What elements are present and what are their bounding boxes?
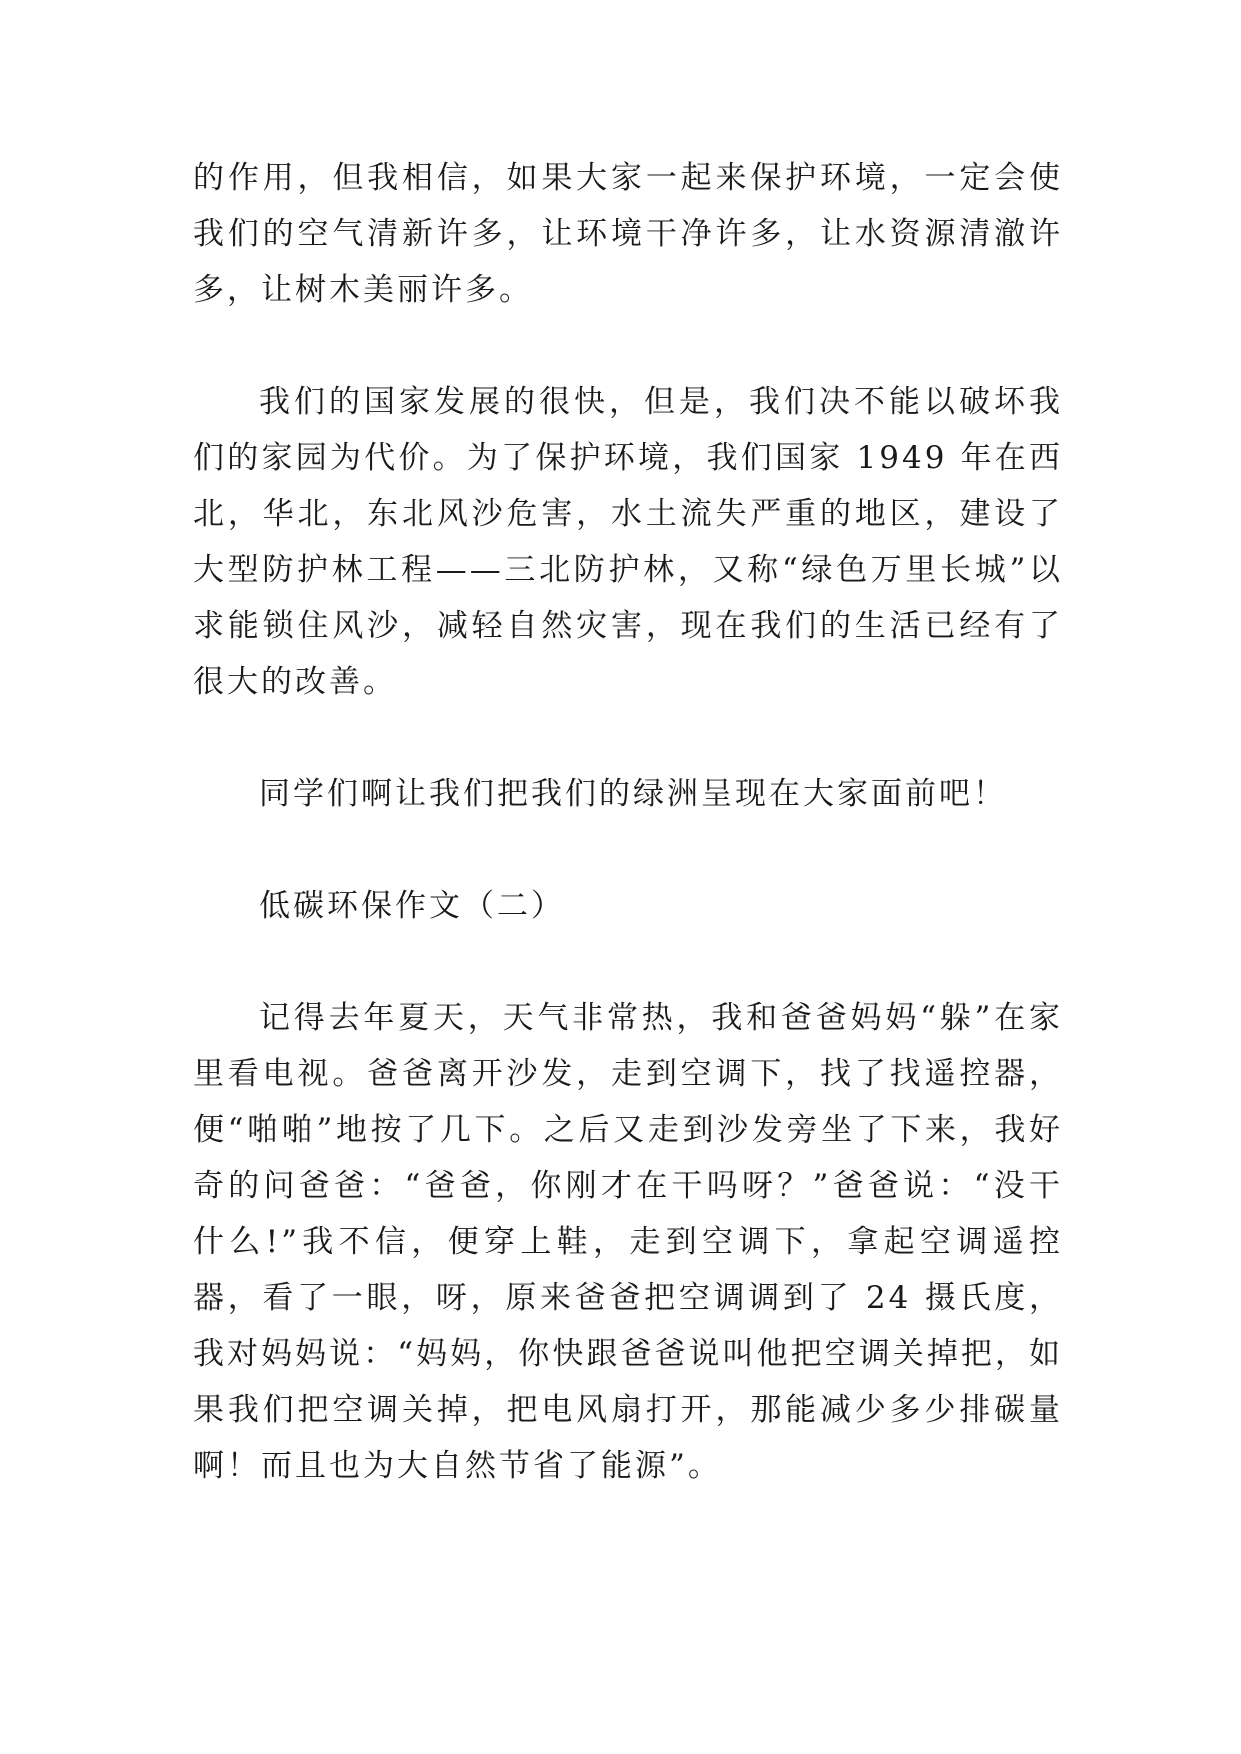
paragraph-call-to-action: 同学们啊让我们把我们的绿洲呈现在大家面前吧！	[259, 776, 1007, 812]
document-body	[193, 150, 1063, 1494]
paragraph-national-development: 我们的国家发展的很快，但是，我们决不能以破坏我们的家园为代价。为了保护环境，我们国家 1949 年在西北，华北，东北风沙危害，水土流失严重的地区，建设了大型防护林工程——三北防护林，又称“绿色万里长城”以求能锁住风沙，减轻自然灾害，现在我们的生活已经有了很大的改善。	[193, 384, 1063, 700]
paragraph-continuation: 的作用，但我相信，如果大家一起来保护环境，一定会使我们的空气清新许多，让环境干净许多，让水资源清澈许多，让树木美丽许多。	[193, 160, 1063, 308]
paragraph-summer-story: 记得去年夏天，天气非常热，我和爸爸妈妈“躲”在家里看电视。爸爸离开沙发，走到空调下，找了找遥控器，便“啪啪”地按了几下。之后又走到沙发旁坐了下来，我好奇的问爸爸：“爸爸，你刚才在干吗呀？”爸爸说：“没干什么!”我不信，便穿上鞋，走到空调下，拿起空调遥控器，看了一眼，呀，原来爸爸把空调调到了 24 摄氏度，我对妈妈说：“妈妈，你快跟爸爸说叫他把空调关掉把，如果我们把空调关掉，把电风扇打开，那能减少多少排碳量啊！而且也为大自然节省了能源”。	[193, 1000, 1063, 1484]
section-heading: 低碳环保作文（二）	[259, 888, 565, 924]
